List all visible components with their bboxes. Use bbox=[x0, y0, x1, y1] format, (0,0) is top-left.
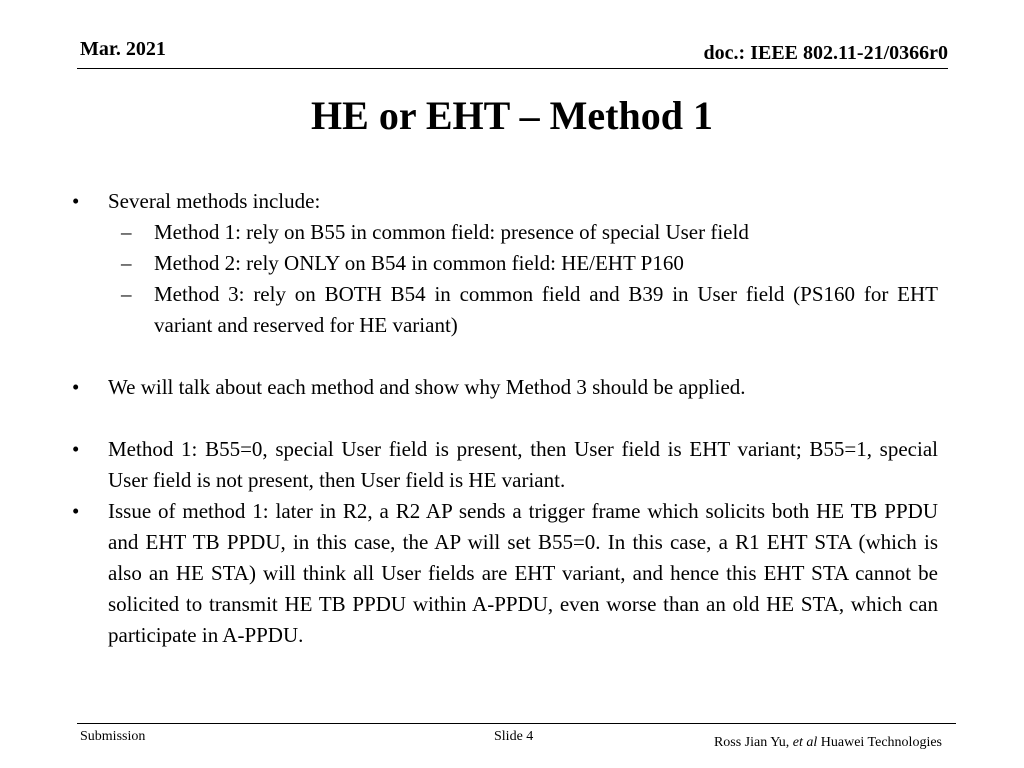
bullet-item bbox=[70, 434, 938, 496]
bullet-item bbox=[70, 372, 938, 403]
slide-title: HE or EHT – Method 1 bbox=[311, 93, 713, 138]
bullet-marker: • bbox=[72, 189, 80, 213]
header-date: Mar. 2021 bbox=[80, 38, 166, 60]
footer-author-etal: et al bbox=[792, 735, 818, 750]
footer-author-name: Ross Jian Yu, bbox=[713, 735, 793, 750]
sub-bullet-marker: – bbox=[121, 282, 132, 306]
sub-bullet-item bbox=[70, 217, 938, 248]
bullet-marker: • bbox=[72, 437, 80, 461]
bullet-text: Method 1: B55=0, special User field is present, then User field is EHT variant; B55=1, special User field is not present, then User field is HE variant. bbox=[108, 437, 938, 492]
bullet-text: We will talk about each method and show why Method 3 should be applied. bbox=[108, 375, 746, 399]
bullet-text: Issue of method 1: later in R2, a R2 AP sends a trigger frame which solicits both HE TB PPDU and EHT TB PPDU, in this case, the AP will set B55=0. In this case, a R1 EHT STA (which is also an HE STA) will think all User fields are EHT variant, and hence this EHT STA cannot be solicited to transmit HE TB PPDU within A-PPDU, even worse than an old HE STA, which can participate in A-PPDU. bbox=[108, 499, 938, 647]
spacer bbox=[70, 341, 938, 372]
footer-slide-number: Slide 4 bbox=[494, 729, 534, 744]
footer-company: Huawei Technologies bbox=[817, 735, 942, 750]
header-doc-id: doc.: IEEE 802.11-21/0366r0 bbox=[703, 42, 948, 64]
sub-bullet-marker: – bbox=[121, 220, 132, 244]
sub-bullet-text: Method 1: rely on B55 in common field: presence of special User field bbox=[154, 220, 749, 244]
sub-bullet-item bbox=[70, 279, 938, 341]
bullet-text: Several methods include: bbox=[108, 189, 321, 213]
bullet-item bbox=[70, 186, 938, 217]
sub-bullet-text: Method 2: rely ONLY on B54 in common field: HE/EHT P160 bbox=[154, 251, 684, 275]
bullet-marker: • bbox=[72, 499, 80, 523]
spacer bbox=[70, 403, 938, 434]
footer-divider bbox=[77, 723, 956, 724]
bullet-item bbox=[70, 496, 938, 651]
bullet-marker: • bbox=[72, 375, 80, 399]
footer-author bbox=[714, 735, 942, 751]
header-divider bbox=[77, 68, 948, 69]
sub-bullet-marker: – bbox=[121, 251, 132, 275]
sub-bullet-item bbox=[70, 248, 938, 279]
footer-submission: Submission bbox=[80, 729, 146, 744]
slide-body bbox=[70, 186, 938, 651]
sub-bullet-text: Method 3: rely on BOTH B54 in common field and B39 in User field (PS160 for EHT variant and reserved for HE variant) bbox=[154, 282, 938, 337]
